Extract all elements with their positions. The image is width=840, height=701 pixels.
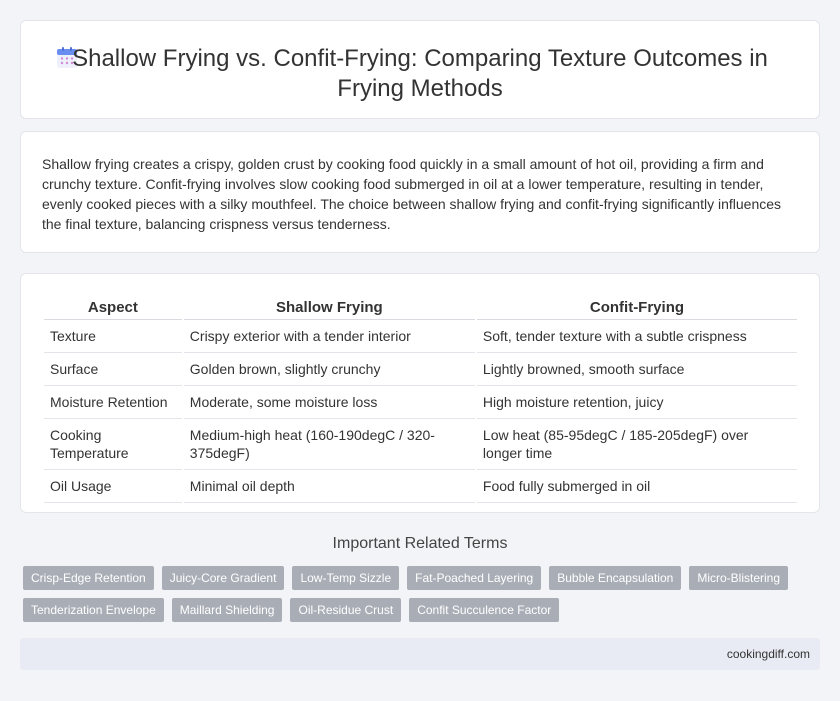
tag-micro-blistering[interactable]: Micro-Blistering	[689, 566, 788, 590]
cell-shallow: Crispy exterior with a tender interior	[184, 320, 475, 353]
tag-juicy-core-gradient[interactable]: Juicy-Core Gradient	[162, 566, 285, 590]
cell-confit: Lightly browned, smooth surface	[477, 353, 797, 386]
cell-aspect: Surface	[44, 353, 182, 386]
cell-confit: Food fully submerged in oil	[477, 470, 797, 503]
tag-tenderization-envelope[interactable]: Tenderization Envelope	[23, 598, 164, 622]
cell-shallow: Minimal oil depth	[184, 470, 475, 503]
cell-aspect: Texture	[44, 320, 182, 353]
cell-aspect: Moisture Retention	[44, 386, 182, 419]
header-aspect: Aspect	[44, 298, 182, 320]
tag-maillard-shielding[interactable]: Maillard Shielding	[172, 598, 283, 622]
cell-confit: Low heat (85-95degC / 185-205degF) over longer time	[477, 419, 797, 470]
tag-low-temp-sizzle[interactable]: Low-Temp Sizzle	[292, 566, 399, 590]
table-row	[44, 386, 797, 419]
tag-row	[23, 598, 793, 622]
comparison-table	[42, 298, 799, 503]
tag-crisp-edge-retention[interactable]: Crisp-Edge Retention	[23, 566, 154, 590]
cell-aspect: Cooking Temperature	[44, 419, 182, 470]
table-row	[44, 470, 797, 503]
tag-confit-succulence-factor[interactable]: Confit Succulence Factor	[409, 598, 559, 622]
title-card	[20, 20, 820, 119]
table-row	[44, 419, 797, 470]
header-shallow-frying: Shallow Frying	[184, 298, 475, 320]
cell-shallow: Medium-high heat (160-190degC / 320-375degF)	[184, 419, 475, 470]
footer-site-link[interactable]: cookingdiff.com	[726, 647, 810, 661]
tag-bubble-encapsulation[interactable]: Bubble Encapsulation	[549, 566, 681, 590]
cell-aspect: Oil Usage	[44, 470, 182, 503]
related-terms-tags	[23, 566, 793, 630]
cell-shallow: Golden brown, slightly crunchy	[184, 353, 475, 386]
footer	[20, 638, 820, 670]
description-text: Shallow frying creates a crispy, golden crust by cooking food quickly in a small amount of hot oil, providing a firm and crunchy texture. Confit-frying involves slow cooking food submerged in oil at a lower temperature, resulting in tender, evenly cooked pieces with a silky mouthfeel. The choice between shallow frying and confit-frying significantly influences the final texture, balancing crispness versus tenderness.	[42, 156, 782, 232]
header-confit-frying: Confit-Frying	[477, 298, 797, 320]
cell-shallow: Moderate, some moisture loss	[184, 386, 475, 419]
related-terms-title: Important Related Terms	[332, 535, 508, 552]
table-row	[44, 353, 797, 386]
cell-confit: High moisture retention, juicy	[477, 386, 797, 419]
comparison-card	[20, 273, 820, 513]
cell-confit: Soft, tender texture with a subtle crispness	[477, 320, 797, 353]
table-row	[44, 320, 797, 353]
page-title: Shallow Frying vs. Confit-Frying: Comparing Texture Outcomes in Frying Methods	[72, 45, 768, 102]
table-header-row	[44, 298, 797, 320]
tag-fat-poached-layering[interactable]: Fat-Poached Layering	[407, 566, 541, 590]
tag-row	[23, 566, 793, 590]
description-card	[20, 131, 820, 253]
tag-oil-residue-crust[interactable]: Oil-Residue Crust	[290, 598, 401, 622]
